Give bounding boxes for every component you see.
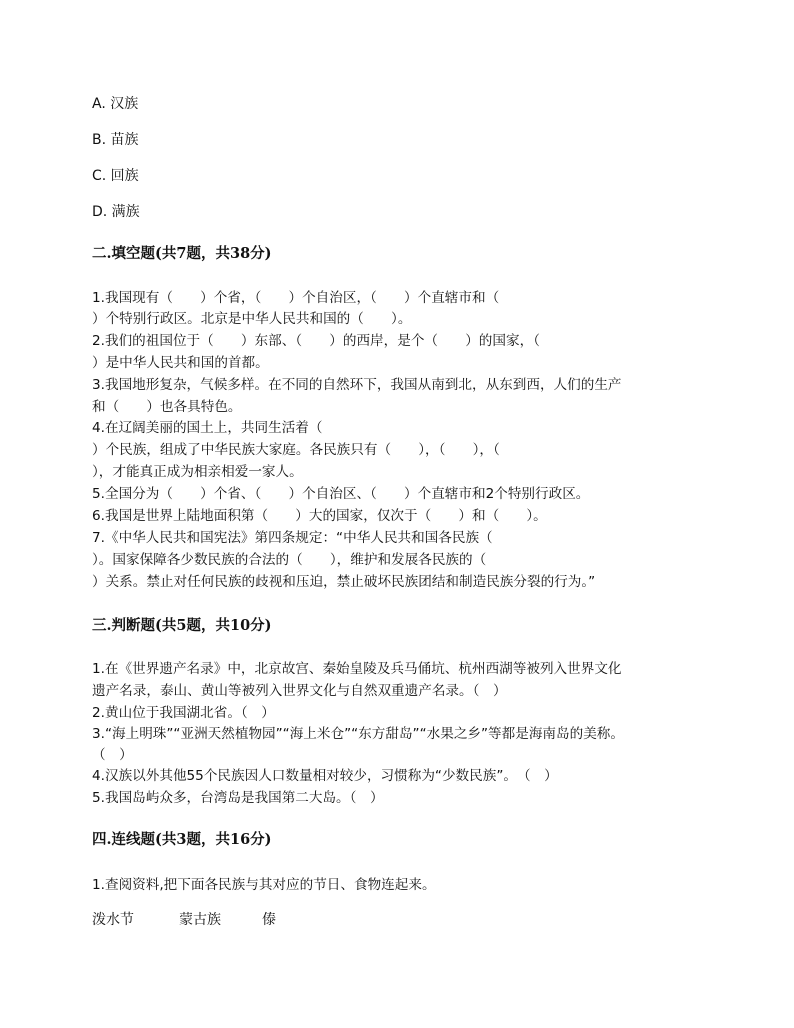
match-item: 泼水节 [92,912,134,928]
option-b: B. 苗族 [92,132,139,148]
fill-line: ）个特别行政区。北京是中华人民共和国的（ ）。 [92,311,412,327]
fill-line: ）个民族，组成了中华民族大家庭。各民族只有（ ），（ ），（ [92,442,500,458]
fill-line: ），才能真正成为相亲相爱一家人。 [92,464,303,480]
option-a: A. 汉族 [92,96,139,112]
judge-line: 4.汉族以外其他55个民族因人口数量相对较少，习惯称为“少数民族”。 （ ） [92,768,558,784]
match-item: 傣 [262,912,276,928]
section4-heading: 四.连线题(共3题，共16分) [92,831,272,848]
match-instruction: 1.查阅资料,把下面各民族与其对应的节日、食物连起来。 [92,877,436,893]
fill-line: 3.我国地形复杂，气候多样。在不同的自然环下，我国从南到北，从东到西，人们的生产 [92,377,622,393]
fill-line: 7.《中华人民共和国宪法》第四条规定：“中华人民共和国各民族（ [92,530,493,546]
match-row [92,911,392,931]
fill-line: 5.全国分为（ ）个省、（ ）个自治区、（ ）个直辖市和2个特别行政区。 [92,486,590,502]
fill-line: ）。国家保障各少数民族的合法的（ ），维护和发展各民族的（ [92,552,487,568]
fill-line: 2.我们的祖国位于（ ）东部、（ ）的西岸，是个（ ）的国家，（ [92,333,540,349]
fill-line: ）关系。禁止对任何民族的歧视和压迫，禁止破坏民族团结和制造民族分裂的行为。” [92,574,596,590]
judge-line: 2.黄山位于我国湖北省。（ ） [92,705,275,721]
fill-line: 和（ ）也各具特色。 [92,399,242,415]
fill-line: 6.我国是世界上陆地面积第（ ）大的国家，仅次于（ ）和（ ）。 [92,508,547,524]
option-d: D. 满族 [92,204,140,220]
fill-line: 1.我国现有（ ）个省，（ ）个自治区，（ ）个直辖市和（ [92,290,500,306]
section2-heading: 二.填空题(共7题，共38分) [92,245,272,262]
judge-line: 5.我国岛屿众多，台湾岛是我国第二大岛。（ ） [92,790,384,806]
judge-line: 1.在《世界遗产名录》中，北京故宫、秦始皇陵及兵马俑坑、杭州西湖等被列入世界文化 [92,661,622,677]
match-item: 蒙古族 [179,912,221,928]
fill-line: ）是中华人民共和国的首都。 [92,355,269,371]
option-c: C. 回族 [92,168,139,184]
fill-line: 4.在辽阔美丽的国土上，共同生活着（ [92,420,323,436]
judge-line: 3.“海上明珠”“亚洲天然植物园”“海上米仓”“东方甜岛”“水果之乡”等都是海南岛的美称。 [92,726,624,742]
section3-heading: 三.判断题(共5题，共10分) [92,617,272,634]
judge-line: （ ） [92,747,133,763]
judge-line: 遗产名录，泰山、黄山等被列入世界文化与自然双重遗产名录。（ ） [92,683,507,699]
